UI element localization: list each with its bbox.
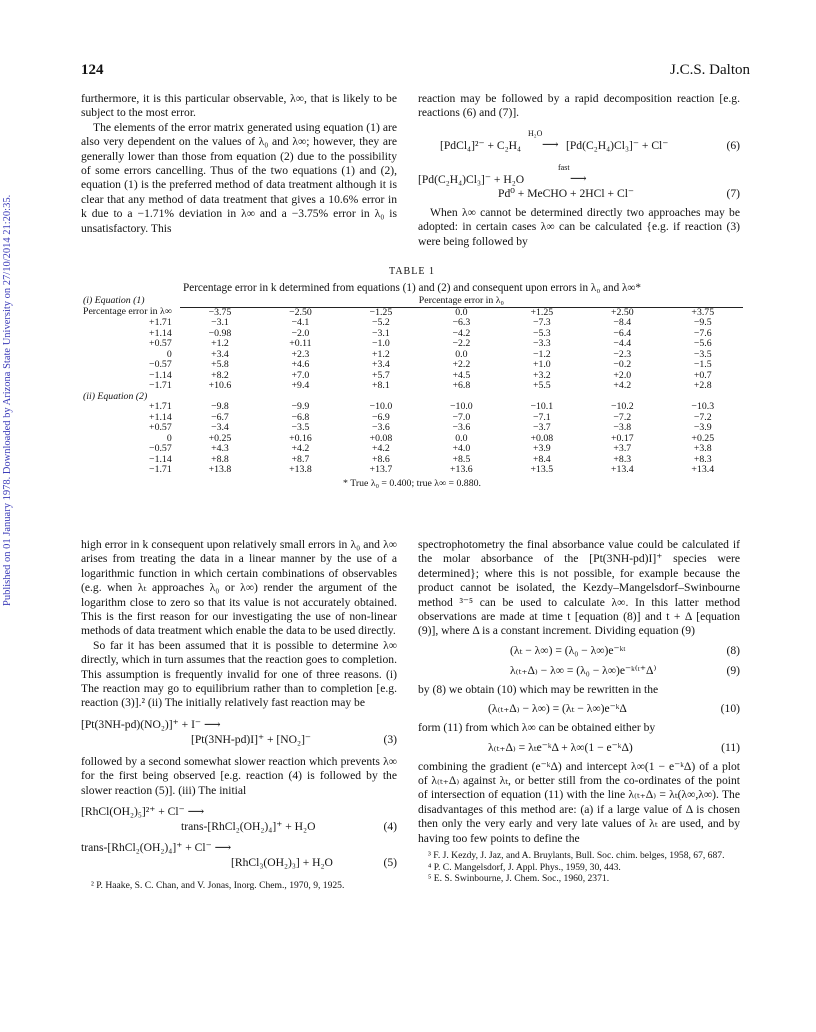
table-cell: +4.2 xyxy=(613,380,632,391)
table-cell: −10.3 xyxy=(691,401,715,412)
table-cell: +8.1 xyxy=(372,380,390,391)
equation-6 xyxy=(418,128,740,154)
table-cell: +10.6 xyxy=(208,380,232,391)
table-cell: −3.8 xyxy=(613,422,632,433)
table-cell: −10.0 xyxy=(369,401,393,412)
equation-rhs: trans-[RhCl₂(OH₂)₄]⁺ + H₂O xyxy=(181,820,316,834)
table-cell: +0.25 xyxy=(691,432,715,444)
paragraph: form (11) from which λ∞ can be obtained either by xyxy=(418,721,656,735)
table-cell: +0.11 xyxy=(289,338,312,349)
row-label: +1.71 xyxy=(149,317,172,328)
equation-5 xyxy=(81,840,397,872)
equation-number: (4) xyxy=(383,820,397,834)
table-cell: +4.6 xyxy=(291,359,310,370)
paragraph: When λ∞ cannot be determined directly two approaches may be adopted: in certain cases λ∞ can be calculated {e.g. if reaction (3) were being followed by xyxy=(418,205,740,248)
reaction-arrow-icon: ⟶ xyxy=(570,171,587,185)
equation-number: (10) xyxy=(720,702,740,716)
table-cell: −7.2 xyxy=(613,411,632,423)
row-label: −0.57 xyxy=(149,359,172,370)
equation-rhs: [Pd(C₂H₄)Cl₃]⁻ + Cl⁻ xyxy=(566,138,669,152)
table-cell: −1.2 xyxy=(532,348,551,360)
equation-7 xyxy=(418,162,740,198)
table-caption: Percentage error in k determined from equations (1) and (2) and consequent upon errors in λ₀ and λ∞* xyxy=(183,282,641,294)
table-cell: +3.4 xyxy=(211,348,229,360)
equation-3 xyxy=(81,717,397,749)
table-cell: +4.3 xyxy=(211,443,229,454)
footnotes xyxy=(418,850,740,885)
paragraph: reaction may be followed by a rapid decomposition reaction [e.g. reactions (6) and (7)]. xyxy=(418,92,740,120)
table-cell: −4.2 xyxy=(452,327,471,339)
table-cell: +2.8 xyxy=(693,380,712,391)
table-row xyxy=(81,402,743,413)
table-cell: −2.0 xyxy=(291,327,310,339)
equation-4 xyxy=(81,804,397,836)
table-cell: −3.5 xyxy=(291,422,310,433)
table-cell: +0.08 xyxy=(369,432,393,444)
table-cell: +9.4 xyxy=(291,380,310,391)
table-cell: −8.4 xyxy=(613,317,632,328)
table-cell: +2.3 xyxy=(291,348,310,360)
table-cell: +4.0 xyxy=(452,443,471,454)
arrow-label: H₂O xyxy=(528,128,543,138)
column-header: +2.50 xyxy=(610,306,634,318)
equation-9 xyxy=(418,663,740,679)
column-header: +3.75 xyxy=(691,306,715,318)
table-cell: −3.3 xyxy=(532,338,551,349)
table-cell: +3.8 xyxy=(693,443,712,454)
table-cell: +8.3 xyxy=(613,453,632,465)
section-row xyxy=(81,392,743,403)
reaction-arrow-icon: ⟶ xyxy=(542,137,559,151)
section-label: (ii) Equation (2) xyxy=(83,390,148,402)
equation-number: (7) xyxy=(726,186,740,200)
equation-body: λ₍ₜ₊Δ₎ − λ∞ = (λ₀ − λ∞)e⁻ᵏ⁽ᵗ⁺Δ⁾ xyxy=(510,663,657,677)
table-row xyxy=(81,339,743,350)
table-cell: +13.6 xyxy=(450,464,473,475)
equation-lhs: [RhCl(OH₂)₅]²⁺ + Cl⁻ ⟶ xyxy=(81,805,205,819)
table-row xyxy=(81,329,743,340)
equation-number: (5) xyxy=(383,856,397,870)
row-label: −1.14 xyxy=(149,453,172,465)
table-cell: +4.2 xyxy=(372,443,390,454)
table-cell: +0.16 xyxy=(289,432,312,444)
paragraph: followed by a second somewhat slower reaction which prevents λ∞ for the first being observed [e.g. reaction (4) is followed by the slower reaction (5)]. (iii) The initial xyxy=(81,754,397,797)
table-cell: 0.0 xyxy=(455,432,468,444)
table-cell: +8.4 xyxy=(532,453,551,465)
table-cell: −9.9 xyxy=(291,401,310,412)
table-cell: −10.2 xyxy=(610,401,634,412)
table-cell: +0.17 xyxy=(610,432,634,444)
table-row xyxy=(81,434,743,445)
table-cell: −3.4 xyxy=(211,422,229,433)
table-row xyxy=(81,444,743,455)
table-row xyxy=(81,455,743,466)
table-cell: −5.2 xyxy=(372,317,390,328)
equation-8 xyxy=(418,643,740,659)
row-label: 0 xyxy=(166,432,172,444)
footnote: ⁵ E. S. Swinbourne, J. Chem. Soc., 1960, 2371. xyxy=(428,873,610,885)
table-cell: −1.0 xyxy=(372,338,390,349)
equation-lhs: trans-[RhCl₂(OH₂)₄]⁺ + Cl⁻ ⟶ xyxy=(81,841,232,855)
table-cell: +0.08 xyxy=(530,432,554,444)
table-cell: +6.8 xyxy=(452,380,471,391)
table-cell: −1.5 xyxy=(693,359,712,370)
table-cell: −7.2 xyxy=(693,411,712,423)
table-cell: −6.8 xyxy=(291,411,310,423)
paragraph: high error in k consequent upon relatively small errors in λ₀ and λ∞ arises from treating the data in a linear manner by the use of a logarithmic function in which certain combinations of observables (e.g. when λₜ approaches λ₀ or λ∞) render the argument of the logarithm close to zero so that its value is not accurately obtained. This is the first reason for our investigating the use of non-linear methods of data treatment which enable the data to be used directly. xyxy=(81,538,397,638)
table-cell: −6.9 xyxy=(372,411,390,423)
table-row xyxy=(81,465,743,476)
equation-rhs: [RhCl₃(OH₂)₃] + H₂O xyxy=(231,856,333,870)
table-cell: +5.5 xyxy=(532,380,551,391)
equation-body: (λ₍ₜ₊Δ₎ − λ∞) = (λₜ − λ∞)e⁻ᵏΔ xyxy=(488,702,627,716)
paragraph: furthermore, it is this particular observable, λ∞, that is likely to be subject to the most error. xyxy=(81,92,397,120)
table-cell: −3.6 xyxy=(372,422,390,433)
footnote: ² P. Haake, S. C. Chan, and V. Jonas, Inorg. Chem., 1970, 9, 1925. xyxy=(91,880,345,892)
equation-10 xyxy=(418,701,740,717)
table-cell: −3.7 xyxy=(532,422,551,433)
table-cell: +8.3 xyxy=(693,453,712,465)
table-cell: −9.8 xyxy=(211,401,229,412)
table-cell: −9.5 xyxy=(693,317,712,328)
table-cell: +8.5 xyxy=(452,453,471,465)
table-cell: −6.7 xyxy=(211,411,229,423)
table-cell: +0.25 xyxy=(208,432,232,444)
table-cell: +7.0 xyxy=(291,369,310,381)
table-cell: −4.4 xyxy=(613,338,632,349)
table-cell: −10.1 xyxy=(530,401,554,412)
equation-body: λ₍ₜ₊Δ₎ = λₜe⁻ᵏΔ + λ∞(1 − e⁻ᵏΔ) xyxy=(488,740,633,754)
table-cell: +13.4 xyxy=(610,464,634,475)
row-label: +0.57 xyxy=(149,338,172,349)
table-cell: +1.2 xyxy=(372,348,390,360)
table-cell: +2.0 xyxy=(613,369,632,381)
equation-rhs: [Pt(3NH-pd)I]⁺ + [NO₂]⁻ xyxy=(191,732,312,746)
table-row xyxy=(81,318,743,329)
row-label: −1.14 xyxy=(149,369,172,381)
table-cell: +5.8 xyxy=(211,359,229,370)
table-row xyxy=(81,423,743,434)
table-cell: −5.6 xyxy=(693,338,712,349)
row-header: Percentage error in λ∞ xyxy=(83,306,172,318)
paragraph: So far it has been assumed that it is possible to determine λ∞ directly, which in turn assumes that the reaction goes to completion. This assumption is frequently invalid for one of three reasons. (i) The reaction may go to equilibrium rather than to completion [e.g. reaction (3)].² (ii) The initially relatively fast reaction may be xyxy=(81,638,397,710)
table-cell: +0.7 xyxy=(693,369,712,381)
table-1 xyxy=(81,266,743,489)
table-cell: +13.5 xyxy=(530,464,554,475)
row-label: −1.71 xyxy=(149,464,172,475)
row-label: +1.14 xyxy=(149,327,172,339)
column-header: −2.50 xyxy=(289,306,312,318)
table-cell: +8.8 xyxy=(211,453,229,465)
equation-number: (11) xyxy=(721,740,740,754)
table-cell: −2.2 xyxy=(452,338,471,349)
left-column-bottom xyxy=(81,538,397,892)
table-cell: +3.4 xyxy=(372,359,390,370)
equation-number: (9) xyxy=(726,663,740,677)
table-cell: +4.5 xyxy=(452,369,471,381)
table-row xyxy=(81,413,743,424)
table-row xyxy=(81,360,743,371)
table-cell: +1.0 xyxy=(532,359,551,370)
column-header: −1.25 xyxy=(369,306,393,318)
table-cell: +8.6 xyxy=(372,453,390,465)
left-column-top xyxy=(81,92,397,236)
equation-body: (λₜ − λ∞) = (λ₀ − λ∞)e⁻ᵏᵗ xyxy=(510,643,626,657)
publication-sidebar[interactable]: Published on 01 January 1978. Downloaded by Arizona State University on 27/10/2014 21:20:35. xyxy=(2,194,13,606)
table-cell: −3.6 xyxy=(452,422,471,433)
error-table xyxy=(81,296,743,476)
column-header: +1.25 xyxy=(530,306,554,318)
right-column-top xyxy=(418,92,740,249)
table-cell: −0.98 xyxy=(208,327,232,339)
row-label: +1.14 xyxy=(149,411,172,423)
right-column-bottom xyxy=(418,538,740,885)
paragraph: spectrophotometry the final absorbance value could be calculated if the molar absorbance of the [Pt(3NH-pd)I]⁺ species were determined}; where this is not possible, for example because the product cannot be isolated, the Kezdy–Mangelsdorf–Swinbourne method ³⁻⁵ can be used to calculate λ∞. In this latter method observations are made at time t [equation (8)] and t + Δ [equation (9)], where Δ is a constant increment. Dividing equation (9) xyxy=(418,538,740,638)
table-cell: +8.2 xyxy=(211,369,229,381)
equation-number: (6) xyxy=(726,138,740,152)
table-cell: +5.7 xyxy=(372,369,390,381)
equation-lhs: [Pd(C₂H₄)Cl₃]⁻ + H₂O xyxy=(418,172,525,186)
section-label: (i) Equation (1) xyxy=(83,295,145,307)
row-label: 0 xyxy=(166,348,172,360)
equation-rhs: Pd⁰ + MeCHO + 2HCl + Cl⁻ xyxy=(498,186,635,200)
table-cell: +3.7 xyxy=(613,443,632,454)
table-cell: +1.2 xyxy=(211,338,229,349)
table-cell: −5.3 xyxy=(532,327,551,339)
table-cell: +13.7 xyxy=(369,464,393,475)
paragraph: by (8) we obtain (10) which may be rewritten in the xyxy=(418,682,659,696)
table-cell: +13.8 xyxy=(208,464,232,475)
table-cell: −6.3 xyxy=(452,317,471,328)
table-cell: +13.8 xyxy=(289,464,312,475)
equation-number: (8) xyxy=(726,643,740,657)
footnote: ⁴ P. C. Mangelsdorf, J. Appl. Phys., 1959, 30, 443. xyxy=(428,861,621,873)
arrow-label: fast xyxy=(558,162,570,172)
row-label: −0.57 xyxy=(149,443,172,454)
table-cell: −3.9 xyxy=(693,422,712,433)
equation-lhs: [Pt(3NH-pd)(NO₂)]⁺ + I⁻ ⟶ xyxy=(81,717,221,731)
table-cell: +2.2 xyxy=(452,359,471,370)
table-cell: −6.4 xyxy=(613,327,632,339)
row-label: +0.57 xyxy=(149,422,172,433)
table-row xyxy=(81,381,743,392)
paragraph: combining the gradient (e⁻ᵏΔ) and intercept λ∞(1 − e⁻ᵏΔ) of a plot of λ₍ₜ₊Δ₎ against λₜ, or better still from the co-ordinates of the point of intersection of equation (11) with the line λ₍ₜ₊Δ₎ = λₜ(λ∞,λ∞). The disadvantages of this method are: (a) if a large value of Δ is chosen then only the very early and very late values of λₜ are used, and by having too few points to define the xyxy=(418,759,740,845)
column-spanner: Percentage error in λ₀ xyxy=(180,296,743,307)
column-header: 0.0 xyxy=(455,306,468,318)
table-cell: −10.0 xyxy=(450,401,473,412)
row-label: +1.71 xyxy=(149,401,172,412)
paragraph: The elements of the error matrix generated using equation (1) are also very dependent on the values of λ₀ and λ∞; however, they are generally lower than those from equation (2) due to the possibility of some errors cancelling. Thus of the two equations (1) and (2), equation (1) is the preferred method of data treatment although it is clear that any method of data treatment that gives a 10.6% error in k due to a −1.71% deviation in λ∞ and a −3.75% error in λ₀ is unsatisfactory. This xyxy=(81,120,397,235)
table-row xyxy=(81,371,743,382)
table-cell: −0.2 xyxy=(613,359,632,370)
running-head: J.C.S. Dalton xyxy=(669,62,750,78)
row-label: −1.71 xyxy=(149,380,172,391)
table-cell: −3.1 xyxy=(372,327,390,339)
page-number: 124 xyxy=(81,62,104,78)
table-cell: −3.5 xyxy=(693,348,712,360)
table-row xyxy=(81,350,743,361)
equation-lhs: [PdCl₄]²⁻ + C₂H₄ xyxy=(440,138,522,152)
table-cell: −2.3 xyxy=(613,348,632,360)
table-cell: +3.9 xyxy=(532,443,551,454)
table-cell: −7.1 xyxy=(532,411,551,423)
table-cell: −7.6 xyxy=(693,327,712,339)
table-cell: +4.2 xyxy=(291,443,310,454)
equation-11 xyxy=(418,740,740,756)
table-cell: +8.7 xyxy=(291,453,310,465)
table-cell: −7.3 xyxy=(532,317,551,328)
table-cell: −4.1 xyxy=(291,317,310,328)
table-footnote: * True λ₀ = 0.400; true λ∞ = 0.880. xyxy=(343,477,481,489)
table-cell: +3.2 xyxy=(532,369,551,381)
table-cell: +13.4 xyxy=(691,464,715,475)
table-title: TABLE 1 xyxy=(389,266,435,277)
table-cell: 0.0 xyxy=(455,348,468,360)
footnote: ³ F. J. Kezdy, J. Jaz, and A. Bruylants, Bull. Soc. chim. belges, 1958, 67, 687. xyxy=(428,850,725,862)
equation-number: (3) xyxy=(383,732,397,746)
column-header: −3.75 xyxy=(208,306,232,318)
table-cell: −3.1 xyxy=(211,317,229,328)
table-cell: −7.0 xyxy=(452,411,471,423)
